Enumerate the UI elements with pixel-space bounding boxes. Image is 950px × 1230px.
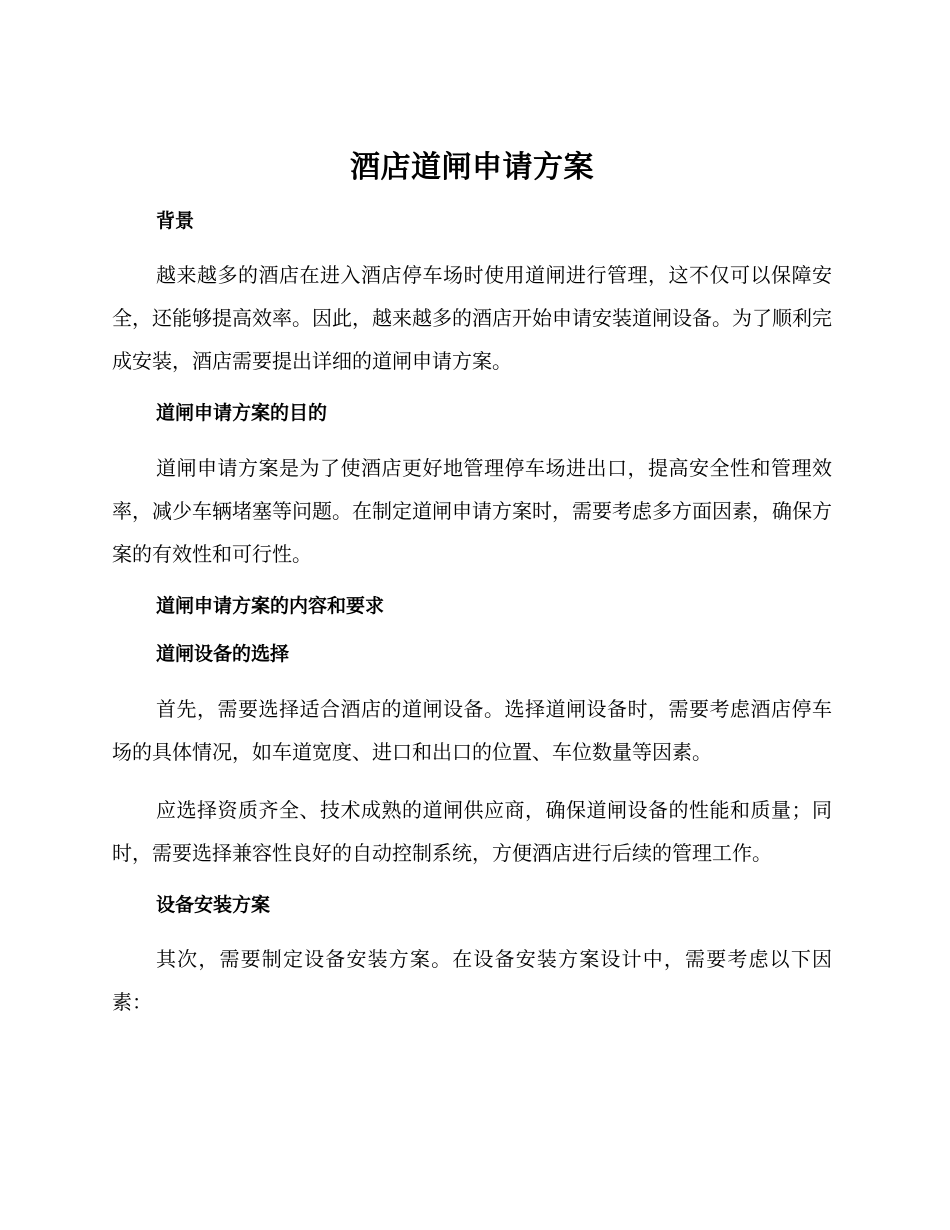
section-heading-purpose: 道闸申请方案的目的 [156,402,328,425]
section-heading-background: 背景 [156,210,195,232]
section-heading-equipment-selection: 道闸设备的选择 [156,643,290,666]
document-title: 酒店道闸申请方案 [350,150,594,185]
paragraph-equipment-selection-1: 首先，需要选择适合酒店的道闸设备。选择道闸设备时，需要考虑酒店停车场的具体情况，如车道宽度、进口和出口的位置、车位数量等因素。 [112,696,832,764]
section-heading-content-requirements: 道闸申请方案的内容和要求 [156,594,385,617]
paragraph-equipment-selection-2: 应选择资质齐全、技术成熟的道闸供应商，确保道闸设备的性能和质量；同时，需要选择兼容性良好的自动控制系统，方便酒店进行后续的管理工作。 [112,797,832,865]
paragraph-installation-plan: 其次，需要制定设备安装方案。在设备安装方案设计中，需要考虑以下因素： [112,946,832,1014]
section-heading-installation-plan: 设备安装方案 [156,893,271,916]
document-page [112,150,832,1039]
paragraph-background: 越来越多的酒店在进入酒店停车场时使用道闸进行管理，这不仅可以保障安全，还能够提高效率。因此，越来越多的酒店开始申请安装道闸设备。为了顺利完成安装，酒店需要提出详细的道闸申请方案。 [112,263,832,374]
paragraph-purpose: 道闸申请方案是为了使酒店更好地管理停车场进出口，提高安全性和管理效率，减少车辆堵塞等问题。在制定道闸申请方案时，需要考虑多方面因素，确保方案的有效性和可行性。 [112,455,832,566]
